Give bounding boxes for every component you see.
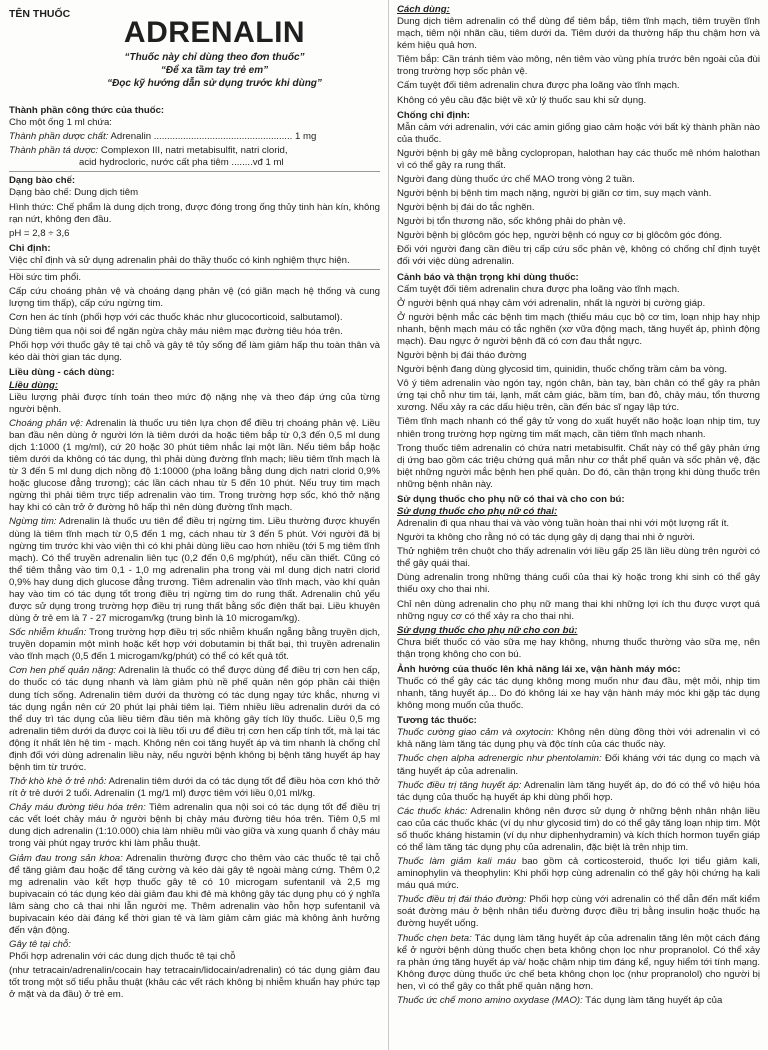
inter-7-text: Tác dụng làm tăng huyết áp của adrenalin tăng lên một cách đáng kể ở người bệnh dùng thuốc chẹn beta không chọn lọc như propranolol. Có thể xảy ra phản ứng tăng huyết áp và/ hoặc chậm nhịp tim đáng kể, nguy hiểm tới tính mạng. Không được dùng thuốc ức chế beta không chọn lọc (như propranolol) cho người bị hen, vì có thể gây co thắt phế quản nặng hơn. xyxy=(397,932,760,992)
lact-1: Chưa biết thuốc có vào sữa mẹ hay không, nhưng thuốc thường vào sữa mẹ, nên thận trọng không cho con bú. xyxy=(397,636,760,660)
inter-2 xyxy=(397,753,760,777)
local-label: Gây tê tại chỗ: xyxy=(9,939,71,951)
inter-8-text: Tác dụng làm tăng huyết áp của xyxy=(585,994,723,1006)
inter-3-label: Thuốc điều trị tăng huyết áp: xyxy=(397,779,522,791)
active-value: Adrenalin .................................................... 1 mg xyxy=(110,131,317,143)
inter-1 xyxy=(397,727,760,751)
asthma-label: Cơn hen phế quản nặng: xyxy=(9,665,117,677)
warn-8: Trong thuốc tiêm adrenalin có chứa natri metabisulfit. Chất này có thể gây phản ứng dị ứng bao gồm các triệu chứng quá mẫn như cơ thắt phế quản và sốc phản vệ, đặc biệt những người mắc bệnh hen phế quản. Do đó, cần thận trọng khi dùng thuốc trên những bệnh nhân này. xyxy=(397,442,760,490)
contra-6: Người bị tổn thương não, sốc không phải do phản vệ. xyxy=(397,216,626,228)
ph-text: pH = 2,8 ÷ 3,6 xyxy=(9,227,70,239)
dosage-intro: Liều lượng phải được tính toán theo mức độ nặng nhẹ và theo đáp ứng của từng người bệnh. xyxy=(9,391,380,415)
local-2: (như tetracain/adrenalin/cocain hay tetracain/lidocain/adrenalin) có tác dụng giảm đau tốt trong một số tiểu phẫu thuật (khâu các vết rách không bị nhiễm khuẩn hay phức tạp ở mặt và da đầu) ở trẻ em. xyxy=(9,965,380,1001)
inter-3-text: Adrenalin làm tăng huyết áp, do đó có thể vô hiệu hóa tác dụng của thuốc hạ huyết áp khi dùng phối hợp. xyxy=(397,779,760,803)
septic-text: Trong trường hợp điều trị sốc nhiễm khuẩn ngẵng bằng truyền dịch, truyền dopamin một mình hoặc kết hợp với dobutamin bị thất bại, thì truyền adrenalin vào tĩnh mạch (0,5 đến 1 microgam/kg/phút) có thể có kết quả tốt. xyxy=(9,627,381,663)
anaphylaxis xyxy=(9,418,380,515)
labor-text: Adrenalin thường được cho thêm vào các thuốc tê tại chỗ để tăng giảm đau hoặc để tăng cường và kéo dài gây tê ngoài màng cứng. Thêm 0,2 mg adrenalin vào kết hợp thuốc gây tê có 10 microgam sufentanil và 2,5 mg bupivacain có tác dụng kéo dài giảm đau khi đẻ mà không gây tác dụng phụ có ý nghĩa lâm sàng cho cả thai nhi lẫn người mẹ. Thêm adrenalin vào hỗn hợp sufentanil và bupivacain kéo dài đáng kể thời gian tê và làm giảm cảm giác mà không ảnh hưởng đến vận động. xyxy=(9,852,381,936)
indication-heading: Chỉ định: xyxy=(9,242,51,254)
contra-7: Người bệnh bị glôcôm góc hẹp, người bệnh có nguy cơ bị glôcôm góc đóng. xyxy=(397,230,723,242)
tagline-prescription: “Thuốc này chỉ dùng theo đơn thuốc” xyxy=(124,51,305,63)
warn-3: Ở người bệnh mắc các bệnh tim mạch (thiếu máu cục bộ cơ tim, loạn nhịp hay nhịp nhanh, bệnh mạch máu có tắc nghẽn (xơ vữa động mạch, tăng huyết áp, phình động mạch). Đau ngực ở người bệnh đã có cơn đau thắt ngực. xyxy=(397,311,760,347)
header xyxy=(9,4,380,102)
labor-label: Giảm đau trong sản khoa: xyxy=(9,852,123,864)
rule xyxy=(9,269,380,270)
excip-label: Thành phần tá dược: xyxy=(9,145,99,157)
contra-3: Người đang dùng thuốc ức chế MAO trong vòng 2 tuần. xyxy=(397,174,635,186)
septic-shock xyxy=(9,627,380,663)
labor-analgesia xyxy=(9,853,380,938)
lactation-subheading: Sử dụng thuốc cho phụ nữ cho con bú: xyxy=(397,624,578,636)
inter-1-text: Không nên dùng đồng thời với adrenalin vì có khả năng làm tăng tác dụng phụ và độc tính của các thuốc này. xyxy=(397,727,761,751)
tagline-children: “Để xa tầm tay trẻ em” xyxy=(160,64,269,76)
septic-label: Sốc nhiễm khuẩn: xyxy=(9,627,87,639)
inter-3 xyxy=(397,780,760,804)
warn-2: Ở người bệnh quá nhạy cảm với adrenalin, nhất là người bị cường giáp. xyxy=(397,297,706,309)
preg-3: Thử nghiệm trên chuột cho thấy adrenalin với liều gấp 25 lần liều dùng trên người có thể gây quái thai. xyxy=(397,546,760,570)
dosage-subheading: Liều dùng: xyxy=(9,379,59,391)
drive-1: Thuốc có thể gây các tác dụng không mong muốn như đau đầu, mệt mỏi, nhịp tim nhanh, tăng huyết áp... Do đó không lái xe hay vận hành máy móc khi gặp tác dụng không mong muốn của thuốc. xyxy=(397,675,760,712)
dosage-heading: Liều dùng - cách dùng: xyxy=(9,367,115,379)
column-divider xyxy=(388,0,389,1050)
indication-3: Cấp cứu choáng phản vệ và choáng dạng phản vệ (có giãn mạch hệ thống và cung lượng tim thấp), cấp cứu ngừng tim. xyxy=(9,286,380,310)
asthma-text: Adrenalin là thuốc có thể được dùng để điều trị cơn hen cấp, do thuốc có tác dụng nhanh và làm giảm phù nề phế quản nên góp phần cải thiện dung tích sống. Adrenalin tiêm dưới da thường có tác dụng ngay tức khắc, nhưng vì tác dụng ngắn nên cứ 20 phút lại phải tiêm lại. Tiêm nhiều liều adrenalin dưới da có thể duy trì tác dụng của liều tiêm đầu tiên mà không gây tích lũy thuốc. Liều 0,5 mg adrenalin tiêm dưới da được coi là liều tối ưu để điều trị cơn hen cấp tính tốt, mà lại tác động ít nhất lên hệ tim - mạch. Không nên coi tăng huyết áp và tim nhanh là chống chỉ định đối với dùng adrenalin liều này, nếu người bệnh không bị bệnh tăng huyết áp hay bệnh tim từ trước. xyxy=(9,665,381,773)
drug-name-label: TÊN THUỐC xyxy=(9,8,71,20)
inter-2-label: Thuốc chẹn alpha adrenergic như phentolamin: xyxy=(397,753,602,765)
contra-8: Đối với người đang cần điều trị cấp cứu sốc phản vệ, không có chống chỉ định tuyệt đối với việc dùng adrenalin. xyxy=(397,244,760,268)
warn-5: Người bệnh đang dùng glycosid tim, quinidin, thuốc chống trầm cảm ba vòng. xyxy=(397,364,728,376)
inter-5-label: Thuốc làm giảm kali máu xyxy=(397,856,517,868)
inter-1-label: Thuốc cường giao cảm và oxytocin: xyxy=(397,727,554,739)
preg-5: Chỉ nên dùng adrenalin cho phụ nữ mang thai khi những lợi ích thu được vượt quá những nguy cơ có thể xảy ra cho thai nhi. xyxy=(397,598,760,622)
warn-7: Tiêm tĩnh mạch nhanh có thể gây tử vong do xuất huyết não hoặc loạn nhịp tim, tuy nhiên trong trường hợp ngừng tim mất mạch, cần tiêm tĩnh mạch nhanh. xyxy=(397,416,760,440)
gi-text: Tiêm adrenalin qua nội soi có tác dụng tốt để điều trị các vết loét chảy máu ở người bệnh bị chảy máu đường tiêu hóa trên. Tiêm 0,5 ml dung dịch adrenalin (1:10.000) chia làm nhiều mũi vào giữa và xung quanh ổ chảy máu trong vài phút ngay trước khi làm phẫu thuật. xyxy=(9,802,380,850)
form-heading: Dạng bào chế: xyxy=(9,175,76,187)
contra-5: Người bệnh bị đái do tắc nghẽn. xyxy=(397,202,535,214)
inter-4-label: Các thuốc khác: xyxy=(397,805,468,817)
inter-4 xyxy=(397,806,760,854)
admin-1: Dung dịch tiêm adrenalin có thể dùng để tiêm bắp, tiêm tĩnh mạch, tiêm truyền tĩnh mạch, tiêm nội nhãn cầu, tiêm dưới da. Tiêm dưới da thường hấp thu chậm hơn và kém hiệu quả hơn. xyxy=(397,16,760,52)
tagline-read: “Đọc kỹ hướng dẫn sử dụng trước khi dùng” xyxy=(107,77,322,89)
administration-heading: Cách dùng: xyxy=(397,4,450,15)
active-ingredient xyxy=(9,131,380,143)
rule xyxy=(9,171,380,172)
inter-2-text: Đối kháng với tác dụng co mạch và tăng huyết áp của adrenalin. xyxy=(397,753,760,777)
contra-2: Người bệnh bị gây mê bằng cyclopropan, halothan hay các thuốc mê nhóm halothan vì có thể gây ra rung thất. xyxy=(397,147,760,171)
inter-7 xyxy=(397,933,760,993)
interactions-heading: Tương tác thuốc: xyxy=(397,715,477,727)
gi-bleeding xyxy=(9,802,380,850)
driving-heading: Ảnh hưởng của thuốc lên khả năng lái xe, vận hành máy móc: xyxy=(397,663,681,675)
warnings-heading: Cảnh báo và thận trọng khi dùng thuốc: xyxy=(397,271,579,283)
inter-8 xyxy=(397,995,760,1007)
pregnancy-heading: Sử dụng thuốc cho phụ nữ có thai và cho con bú: xyxy=(397,493,625,505)
indication-5: Dùng tiêm qua nội soi để ngăn ngừa chảy máu niêm mạc đường tiêu hóa trên. xyxy=(9,326,343,338)
admin-3: Cấm tuyệt đối tiêm adrenalin chưa được pha loãng vào tĩnh mạch. xyxy=(397,80,680,92)
excipients-cont: acid hydrocloric, nước cất pha tiêm ........vđ 1 ml xyxy=(79,157,284,169)
arrest-text: Adrenalin là thuốc ưu tiên để điều trị ngừng tim. Liều thường được khuyến dùng là tiêm tĩnh mạch từ 0,5 đến 1 mg, cách nhau từ 3 đến 5 phút. Với người đã bị ngừng tim trước khi vào viện thì có khi phải dùng liều cao hơn nhiều (tới 5 mg tiêm tĩnh mạch). Có thể truyền adrenalin liên tục (0,2 đến 0,6 mg/phút), nếu cần thiết. Cũng có thể tiêm thẳng vào tim 0,1 - 1,0 mg adrenalin pha trong vài ml dung dịch natri clorid 0,9% hay dung dịch glucose đẳng trương. Tiêm adrenalin vào tĩnh mạch, vào khí quản hay vào tim có tác dụng tốt trong điều trị ngừng tim do rung thất. Adrenalin chủ yếu được sử dụng trong trường hợp điều trị rung thất bằng sốc điện thất bại. Liều khuyên dùng ở trẻ em là 7 - 27 microgam/kg (trung bình là 10 microgam/kg). xyxy=(9,516,381,625)
arrest-label: Ngừng tim: xyxy=(9,516,57,528)
preg-2: Người ta không cho rằng nó có tác dụng gây dị dạng thai nhi ở người. xyxy=(397,532,695,544)
preg-1: Adrenalin đi qua nhau thai và vào vòng tuần hoàn thai nhi với một lượng rất ít. xyxy=(397,518,730,530)
excipients xyxy=(9,145,380,157)
inter-6-label: Thuốc điều trị đái tháo đường: xyxy=(397,894,527,906)
contra-1: Mẫn cảm với adrenalin, với các amin giống giao cảm hoặc với bất kỳ thành phần nào của thuốc. xyxy=(397,121,760,145)
admin-2: Tiêm bắp: Cần tránh tiêm vào mông, nên tiêm vào vùng phía trước bên ngoài của đùi trong trường hợp sốc phản vệ. xyxy=(397,54,760,78)
right-column xyxy=(391,0,768,1050)
excip-value: Complexon III, natri metabisulfit, natri clorid, xyxy=(100,145,288,157)
indication-1: Việc chỉ định và sử dụng adrenalin phải do thầy thuốc có kinh nghiệm thực hiện. xyxy=(9,254,350,266)
inter-7-label: Thuốc chẹn beta: xyxy=(397,932,472,944)
child-text: Adrenalin tiêm dưới da có tác dụng tốt để điều hòa cơn khó thở rít ở trẻ dưới 2 tuổi. Adrenalin (1 mg/1 ml) được tiêm với liều 0,01 ml/kg. xyxy=(9,776,380,800)
warn-1: Cấm tuyệt đối tiêm adrenalin chưa được pha loãng vào tĩnh mạch. xyxy=(397,283,680,295)
indication-6: Phối hợp với thuốc gây tê tại chỗ và gây tê tủy sống để làm giảm hấp thu toàn thân và kéo dài thời gian tác dụng. xyxy=(9,340,380,364)
composition-intro: Cho một ống 1 ml chứa: xyxy=(9,117,112,129)
brand-name: ADRENALIN xyxy=(123,16,306,49)
form-text: Dạng bào chế: Dung dịch tiêm xyxy=(9,187,139,199)
anaphylaxis-label: Choáng phản vệ: xyxy=(9,417,83,429)
local-1: Phối hợp adrenalin với các dung dịch thuốc tê tại chỗ xyxy=(9,951,236,963)
contraindication-heading: Chống chỉ định: xyxy=(397,109,471,121)
warn-6: Vô ý tiêm adrenalin vào ngón tay, ngón chân, bàn tay, bàn chân có thể gây ra phản ứng tại chỗ như tim tái, lạnh, mất cảm giác, bầm tím, ban đỏ, chảy máu, tổn thương xương. Nếu xảy ra các dấu hiệu trên, cần đến bác sĩ ngay lập tức. xyxy=(397,378,760,414)
asthma xyxy=(9,665,380,774)
indication-4: Cơn hen ác tính (phối hợp với các thuốc khác như glucocorticoid, salbutamol). xyxy=(9,312,343,324)
form-desc: Hình thức: Chế phẩm là dung dịch trong, được đóng trong ống thủy tinh hàn kín, không rạn nứt, không đen đầu. xyxy=(9,201,380,225)
gi-label: Chảy máu đường tiêu hóa trên: xyxy=(9,802,146,814)
inter-6-text: Phối hợp cùng với adrenalin có thể dẫn đến mất kiểm soát đường máu ở bệnh nhân tiểu đường được điều trị bằng insulin hoặc thuốc hạ đường huyết uống. xyxy=(397,894,760,930)
inter-6 xyxy=(397,894,760,930)
admin-4: Không có yêu cầu đặc biệt về xử lý thuốc sau khi sử dụng. xyxy=(397,94,647,106)
pregnancy-subheading: Sử dụng thuốc cho phụ nữ có thai: xyxy=(397,505,558,517)
inter-8-label: Thuốc ức chế mono amino oxydase (MAO): xyxy=(397,994,583,1006)
anaphylaxis-text: Adrenalin là thuốc ưu tiên lựa chọn để điều trị choáng phản vệ. Liều ban đầu nên dùng ở người lớn là tiêm dưới da hoặc tiêm bắp từ 0,3 đến 0,5 ml dung dịch 1:1000 (1 mg/ml), cứ 20 hoặc 30 phút tiêm nhắc lại một lần. Nếu tiêm bắp hoặc tiêm dưới da không có tác dụng, thì phải dùng đường tĩnh mạch; liều tiêm tĩnh mạch là từ 3 đến 5 ml dung dịch nồng độ 1:10000 (pha loãng bằng dung dịch natri clorid 0,9% hoặc glucose đẳng trương); các lần cách nhau từ 5 đến 10 phút. Nếu truy tim mạch ngừng thì phải tiêm trực tiếp adrenalin vào tim. Trong trường hợp sốc, khó thở nặng hay khi có cản trở ở đường hô hấp thì nên dùng đường tĩnh mạch. xyxy=(9,417,381,514)
indication-2: Hồi sức tim phổi. xyxy=(9,271,81,283)
child-wheeze xyxy=(9,776,380,800)
contra-4: Người bệnh bị bệnh tim mạch nặng, người bị giãn cơ tim, suy mạch vành. xyxy=(397,188,712,200)
inter-5 xyxy=(397,856,760,892)
warn-4: Người bệnh bị đái tháo đường xyxy=(397,350,527,362)
inter-4-text: Adrenalin không nên được sử dụng ở những bệnh nhân nhận liều cao của các thuốc khác (ví dụ như glycosid tim) do có thể gây tăng loạn nhịp tim. Một số thuốc kháng histamin (ví dụ như diphenhydramin) và kích thích hormon tuyến giáp có thể làm tăng tác dụng phụ của adrenalin, đặc biệt là trên nhịp tim. xyxy=(397,805,760,853)
inter-5-text: bao gồm cả corticosteroid, thuốc lợi tiểu giảm kali, aminophylin và theophylin: Khi phối hợp cùng adrenalin có thể gây hội chứng hạ kali máu quá mức. xyxy=(397,856,760,892)
active-label: Thành phần dược chất: xyxy=(9,131,109,143)
preg-4: Dùng adrenalin trong những tháng cuối của thai kỳ hoặc trong khi sinh có thể gây thiếu oxy cho thai nhi. xyxy=(397,572,760,596)
composition-heading: Thành phần công thức của thuốc: xyxy=(9,105,165,116)
cardiac-arrest xyxy=(9,516,380,625)
child-label: Thở khò khè ở trẻ nhỏ: xyxy=(9,776,107,788)
